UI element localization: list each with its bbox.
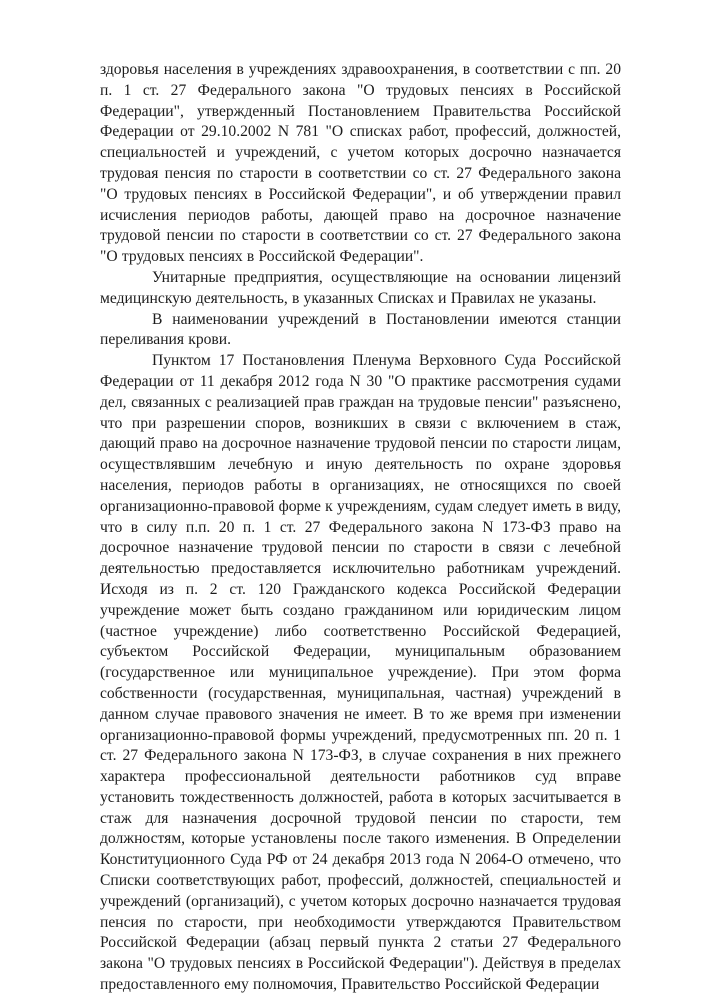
paragraph-blood-transfusion-stations: В наименовании учреждений в Постановлении имеются станции переливания крови. <box>100 310 621 349</box>
paragraph-unitary-enterprises: Унитарные предприятия, осуществляющие на основании лицензий медицинскую деятельность, в указанных Списках и Правилах не указаны. <box>100 268 621 307</box>
paragraph-plenum-clause-17: Пунктом 17 Постановления Пленума Верховного Суда Российской Федерации от 11 декабря 2012 года N 30 "О практике рассмотрения судами дел, связанных с реализацией прав граждан на трудовые пенсии" разъяснено, что при разрешении споров, возникших в связи с включением в стаж, дающий право на досрочное назначение трудовой пенсии по старости лицам, осуществлявшим лечебную и иную деятельность по охране здоровья населения, периодов работы в организациях, не относящихся по своей организационно-правовой форме к учреждениям, судам следует иметь в виду, что в силу п.п. 20 п. 1 ст. 27 Федерального закона N 173-ФЗ право на досрочное назначение трудовой пенсии по старости в связи с лечебной деятельностью предоставляется исключительно работникам учреждений. Исходя из п. 2 ст. 120 Гражданского кодекса Российской Федерации учреждение может быть создано гражданином или юридическим лицом (частное учреждение) либо соответственно Российской Федерацией, субъектом Российской Федерации, муниципальным образованием (государственное или муниципальное учреждение). При этом форма собственности (государственная, муниципальная, частная) учреждений в данном случае правового значения не имеет. В то же время при изменении организационно-правовой формы учреждений, предусмотренных пп. 20 п. 1 ст. 27 Федерального закона N 173-ФЗ, в случае сохранения в них прежнего характера профессиональной деятельности работников суд вправе установить тождественность должностей, работа в которых засчитывается в стаж для назначения досрочной трудовой пенсии по старости, тем должностям, которые установлены после такого изменения. В Определении Конституционного Суда РФ от 24 декабря 2013 года N 2064-О отмечено, что Списки соответствующих работ, профессий, должностей, специальностей и учреждений (организаций), с учетом которых досрочно назначается трудовая пенсия по старости, при необходимости утверждаются Правительством Российской Федерации (абзац первый пункта 2 статьи 27 Федерального закона "О трудовых пенсиях в Российской Федерации"). Действуя в пределах предоставленного ему полномочия, Правительство Российской Федерации <box>100 352 621 994</box>
paragraph-continuation: здоровья населения в учреждениях здравоохранения, в соответствии с пп. 20 п. 1 ст. 27 Федерального закона "О трудовых пенсиях в Российской Федерации", утвержденный Постановлением Правительства Российской Федерации от 29.10.2002 N 781 "О списках работ, профессий, должностей, специальностей и учреждений, с учетом которых досрочно назначается трудовая пенсия по старости в соответствии со ст. 27 Федерального закона "О трудовых пенсиях в Российской Федерации", и об утверждении правил исчисления периодов работы, дающей право на досрочное назначение трудовой пенсии по старости в соответствии со ст. 27 Федерального закона "О трудовых пенсиях в Российской Федерации". <box>100 61 621 266</box>
document-text-block <box>100 60 621 996</box>
